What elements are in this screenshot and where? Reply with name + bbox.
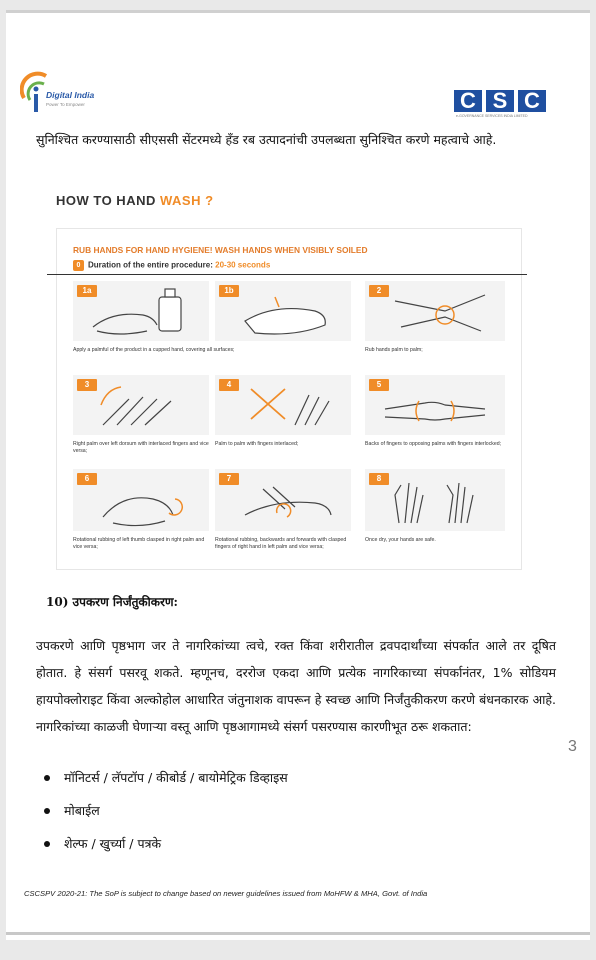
csc-logo (454, 90, 548, 120)
step-badge: 5 (369, 379, 389, 391)
duration-value: 20-30 seconds (215, 260, 271, 270)
top-divider (6, 10, 590, 13)
list-item-text: मोबाईल (64, 803, 100, 818)
section-body: उपकरणे आणि पृष्ठभाग जर ते नागरिकांच्या त्वचे, रक्त किंवा शरीरातील द्रवपदार्थांच्या संपर्कात आले तर दूषित होतात. हे संसर्ग पसरवू शकते. म्हणूनच, दररोज एकदा आणि प्रत्येक नागरिकाच्या संपर्कानंतर, 1% सोडियम हायपोक्लोराइट किंवा अल्कोहोल आधारित जंतुनाशक वापरून हे स्वच्छ आणि निर्जंतुकीकरण करणे बंधनकारक आहे. नागरिकांच्या काळजी घेणाऱ्या वस्तू आणि पृष्ठआगामध्ये संसर्ग पसरण्यास कारणीभूत ठरू शकतात: (36, 638, 556, 734)
step-8-illustration (365, 469, 505, 531)
equipment-list (42, 768, 288, 867)
bottom-divider (6, 932, 590, 935)
step-caption: Rotational rubbing, backwards and forwards with clasped fingers of right hand in left palm and vice versa; (215, 537, 347, 550)
step-3-illustration (73, 375, 209, 435)
list-item (42, 834, 288, 867)
step-caption: Once dry, your hands are safe. (365, 537, 436, 543)
list-item-text: मॉनिटर्स / लॅपटॉप / कीबोर्ड / बायोमेट्रिक डिव्हाइस (64, 770, 288, 785)
step-4-illustration (215, 375, 351, 435)
step-badge: 8 (369, 473, 389, 485)
step-badge: 6 (77, 473, 97, 485)
step-badge: 3 (77, 379, 97, 391)
digital-india-subtext: Power To Empower (46, 102, 85, 107)
csc-letter-s: S (486, 90, 514, 112)
clock-icon: 0 (73, 260, 84, 271)
intro-paragraph: सुनिश्चित करण्यासाठी सीएससी सेंटरमध्ये हँड रब उत्पादनांची उपलब्धता सुनिश्चित करणे महत्वाचे आहे. (36, 132, 497, 147)
step-1b-illustration (215, 281, 351, 341)
step-badge: 1b (219, 285, 239, 297)
how-to-prefix: HOW TO HAND (56, 193, 160, 208)
step-caption: Palm to palm with fingers interlaced; (215, 441, 299, 447)
poster-heading: RUB HANDS FOR HAND HYGIENE! WASH HANDS WHEN VISIBLY SOILED (73, 245, 368, 255)
step-2-illustration (365, 281, 505, 341)
step-7-illustration (215, 469, 351, 531)
hand-hygiene-poster (56, 228, 522, 570)
csc-letter-c1: C (454, 90, 482, 112)
step-caption: Rotational rubbing of left thumb clasped in right palm and vice versa; (73, 537, 205, 550)
footer-note: CSCSPV 2020-21: The SoP is subject to change based on newer guidelines issued from MoHFW & MHA, Govt. of India (24, 889, 428, 898)
step-5-illustration (365, 375, 505, 435)
scan-line (47, 274, 527, 275)
page-number: 3 (568, 738, 577, 755)
step-badge: 7 (219, 473, 239, 485)
step-caption: Rub hands palm to palm; (365, 347, 423, 353)
step-badge: 4 (219, 379, 239, 391)
step-1a-illustration (73, 281, 209, 341)
step-caption: Apply a palmful of the product in a cupped hand, covering all surfaces; (73, 347, 235, 353)
bullet-icon (44, 775, 50, 781)
digital-india-text: Digital India (46, 90, 95, 100)
list-item (42, 768, 288, 801)
how-to-wash-title (56, 193, 214, 208)
bullet-icon (44, 808, 50, 814)
section-heading: 10) उपकरण निर्जंतुकीकरण: (46, 595, 178, 609)
step-caption: Backs of fingers to opposing palms with fingers interlocked; (365, 441, 502, 447)
document-page (6, 10, 590, 940)
duration-label: Duration of the entire procedure: (88, 260, 216, 270)
step-caption: Right palm over left dorsum with interlaced fingers and vice versa; (73, 441, 209, 454)
step-badge: 1a (77, 285, 97, 297)
step-badge: 2 (369, 285, 389, 297)
bullet-icon (44, 841, 50, 847)
poster-duration (73, 260, 270, 271)
list-item (42, 801, 288, 834)
csc-letter-c2: C (518, 90, 546, 112)
list-item-text: शेल्फ / खुर्च्या / पत्रके (64, 836, 162, 851)
step-6-illustration (73, 469, 209, 531)
how-to-highlight: WASH ? (159, 193, 214, 208)
csc-tagline: e-GOVERNANCE SERVICES INDIA LIMITED (456, 114, 528, 118)
